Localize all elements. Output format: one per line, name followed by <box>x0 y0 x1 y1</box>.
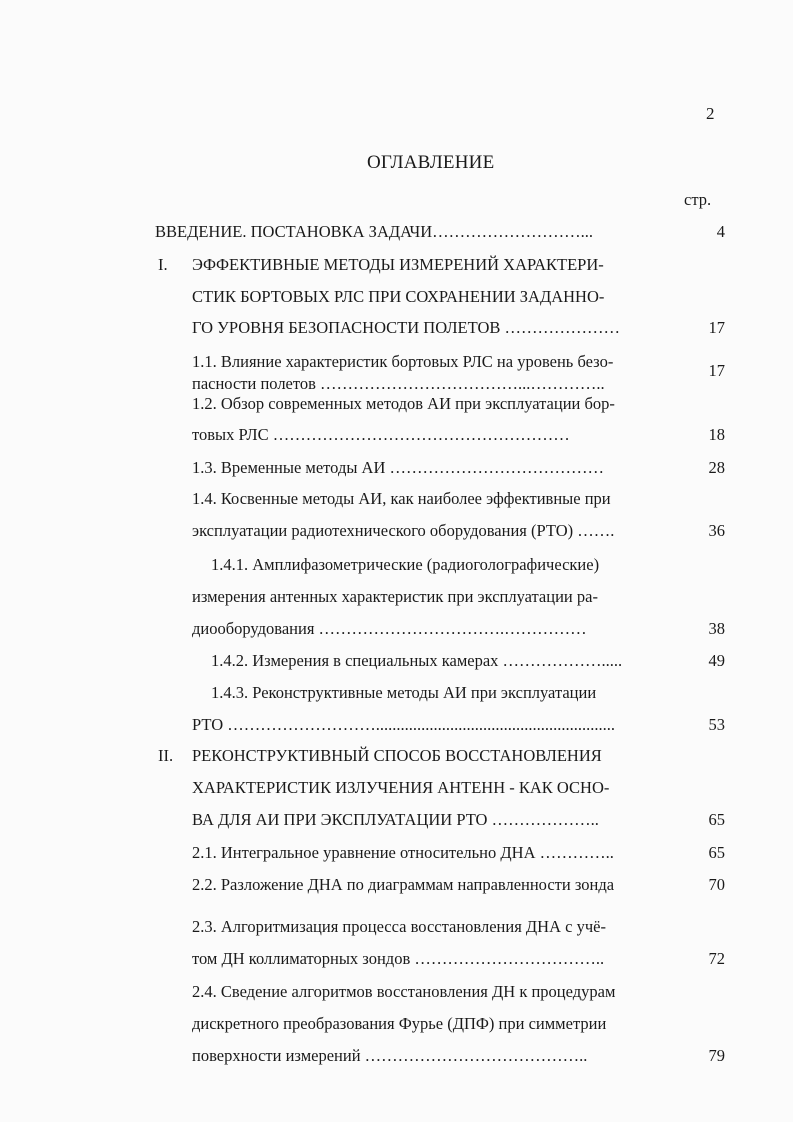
toc-line: РЕКОНСТРУКТИВНЫЙ СПОСОБ ВОССТАНОВЛЕНИЯ <box>192 746 602 765</box>
toc-page: 65 <box>708 843 725 862</box>
section-numeral: II. <box>158 746 174 765</box>
toc-line: РТО ……………………….......................................................... <box>192 715 616 734</box>
toc-page: 53 <box>708 715 725 734</box>
toc-page: 17 <box>708 318 725 337</box>
toc-line: 1.4. Косвенные методы АИ, как наиболее эффективные при <box>192 489 611 508</box>
page-title: ОГЛАВЛЕНИЕ <box>367 152 495 173</box>
toc-line: ГО УРОВНЯ БЕЗОПАСНОСТИ ПОЛЕТОВ ………………… <box>192 318 620 337</box>
toc-line: ЭФФЕКТИВНЫЕ МЕТОДЫ ИЗМЕРЕНИЙ ХАРАКТЕРИ- <box>192 255 604 274</box>
toc-line: измерения антенных характеристик при эксплуатации ра- <box>192 587 598 606</box>
toc-page: 28 <box>708 458 725 477</box>
toc-line: ВВЕДЕНИЕ. ПОСТАНОВКА ЗАДАЧИ………………………... <box>155 222 594 241</box>
toc-line: 2.3. Алгоритмизация процесса восстановления ДНА с учё- <box>192 917 606 936</box>
toc-page: 49 <box>708 651 725 670</box>
toc-page: 65 <box>708 810 725 829</box>
toc-line: 2.1. Интегральное уравнение относительно ДНА ………….. <box>192 843 614 862</box>
toc-line: том ДН коллиматорных зондов …………………………….. <box>192 949 605 968</box>
toc-page: 70 <box>708 875 725 894</box>
toc-line: поверхности измерений ………………………………….. <box>192 1046 588 1065</box>
toc-page: 17 <box>708 361 725 380</box>
page-number: 2 <box>706 104 715 123</box>
toc-page: 79 <box>708 1046 725 1065</box>
toc-line: 1.4.3. Реконструктивные методы АИ при эксплуатации <box>211 683 597 702</box>
toc-line: ВА ДЛЯ АИ ПРИ ЭКСПЛУАТАЦИИ РТО ……………….. <box>192 810 599 829</box>
toc-line: 1.4.2. Измерения в специальных камерах ………………..... <box>211 651 623 670</box>
page-column-label: стр. <box>684 190 712 209</box>
toc-line: ХАРАКТЕРИСТИК ИЗЛУЧЕНИЯ АНТЕНН - КАК ОСНО- <box>192 778 610 797</box>
toc-page: 18 <box>708 425 725 444</box>
toc-page: 36 <box>708 521 725 540</box>
toc-line: 2.2. Разложение ДНА по диаграммам направленности зонда <box>192 875 615 894</box>
toc-line: 2.4. Сведение алгоритмов восстановления ДН к процедурам <box>192 982 616 1001</box>
section-numeral: I. <box>158 255 168 274</box>
toc-page: 72 <box>708 949 725 968</box>
toc-line: 1.3. Временные методы АИ ………………………………… <box>192 458 605 477</box>
toc-line: 1.4.1. Амплифазометрические (радиоголографические) <box>211 555 600 574</box>
toc-line: диооборудования …………………………….…………… <box>192 619 587 638</box>
toc-page: 38 <box>708 619 725 638</box>
toc-page: 4 <box>716 222 725 241</box>
toc-line: 1.2. Обзор современных методов АИ при эксплуатации бор- <box>192 394 615 413</box>
toc-line: пасности полетов ………………………………...………….. <box>192 374 605 393</box>
toc-line: эксплуатации радиотехнического оборудования (РТО) ……. <box>192 521 615 540</box>
toc-line: СТИК БОРТОВЫХ РЛС ПРИ СОХРАНЕНИИ ЗАДАННО- <box>192 287 605 306</box>
toc-line: дискретного преобразования Фурье (ДПФ) при симметрии <box>192 1014 607 1033</box>
toc-line: товых РЛС ……………………………………………… <box>192 425 570 444</box>
toc-line: 1.1. Влияние характеристик бортовых РЛС на уровень безо- <box>192 352 614 371</box>
